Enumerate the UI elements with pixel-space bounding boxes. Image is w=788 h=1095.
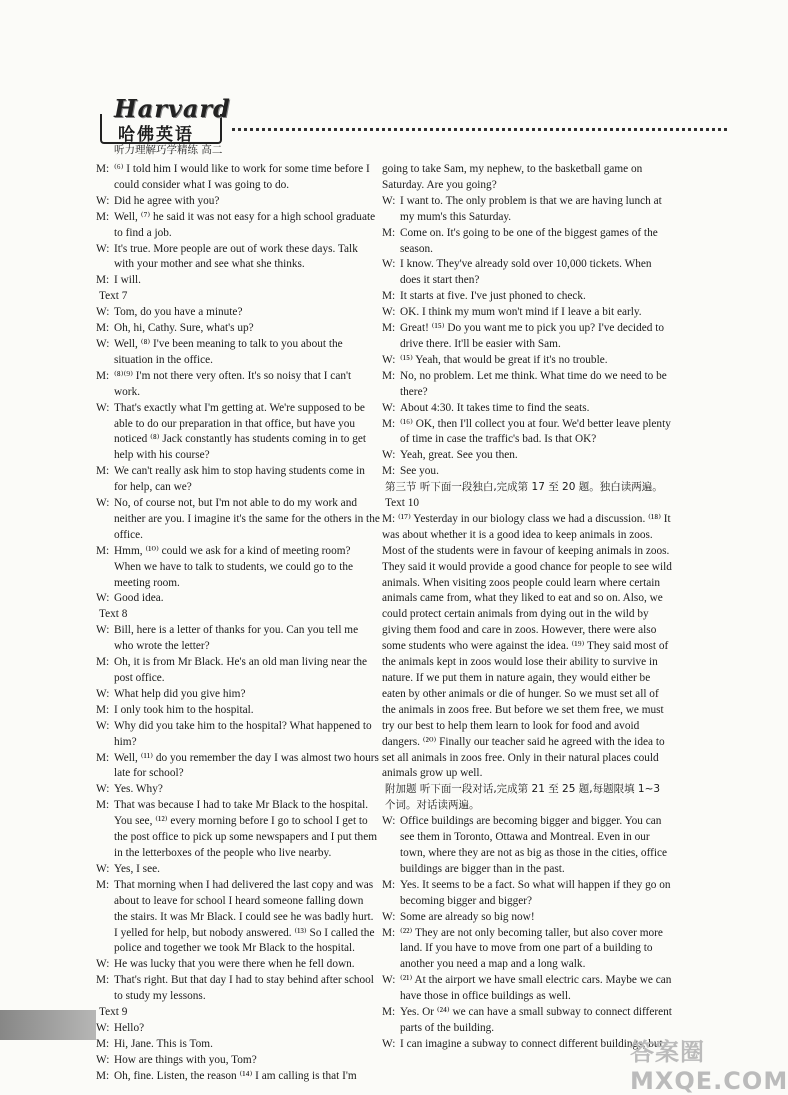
dialogue-line: [96, 703, 380, 719]
dialogue-line: [96, 273, 380, 289]
dialogue-line: [382, 910, 672, 926]
dialogue-line: [382, 401, 672, 417]
line-text: What help did you give him?: [114, 687, 246, 700]
dialogue-line: [96, 194, 380, 210]
line-text: That's right. But that day I had to stay behind after school to study my lessons.: [114, 974, 374, 1003]
dialogue-line: [382, 305, 672, 321]
dialogue-line: [382, 226, 672, 258]
speaker-label: W:: [382, 353, 396, 366]
dialogue-line: [96, 544, 380, 592]
dialogue-line: [96, 782, 380, 798]
dialogue-line: [382, 417, 672, 449]
speaker-label: M:: [382, 322, 396, 335]
speaker-label: M:: [96, 751, 110, 764]
dialogue-line: [96, 591, 380, 607]
dialogue-line: [382, 878, 672, 910]
dialogue-line: [96, 242, 380, 274]
line-text: Text 8: [99, 608, 128, 621]
line-text: Did he agree with you?: [114, 194, 220, 207]
dialogue-line: [96, 369, 380, 401]
line-text: OK. I think my mum won't mind if I leave a bit early.: [400, 306, 642, 319]
speaker-label: W:: [96, 958, 110, 971]
line-text: We can't really ask him to stop having students come in for help, can we?: [114, 465, 365, 494]
line-text: Good idea.: [114, 592, 164, 605]
line-text: 第三节 听下面一段独白,完成第 17 至 20 题。独白读两遍。: [385, 481, 663, 494]
speaker-label: W:: [382, 306, 396, 319]
speaker-label: M:: [96, 703, 110, 716]
speaker-label: W:: [96, 194, 110, 207]
dialogue-line: [382, 512, 672, 782]
dialogue-line: [382, 814, 672, 878]
dialogue-line: [96, 496, 380, 544]
line-text: Why did you take him to the hospital? What happened to him?: [114, 719, 372, 748]
line-text: Office buildings are becoming bigger and bigger. You can see them in Toronto, Ottawa and Montreal. Even in our town, where they are not as big as those in the cities, office buildings are bigger than in the past.: [400, 815, 668, 875]
speaker-label: W:: [96, 497, 110, 510]
dialogue-line: [382, 369, 672, 401]
dialogue-line: [382, 973, 672, 1005]
line-text: Well, ⁽¹¹⁾ do you remember the day I was almost two hours late for school?: [114, 751, 379, 780]
dialogue-line: [96, 1005, 380, 1021]
dialogue-line: [96, 623, 380, 655]
line-text: I want to. The only problem is that we are having lunch at my mum's this Saturday.: [400, 194, 662, 223]
speaker-label: W:: [96, 242, 110, 255]
book-subtitle: 听力理解巧学精练 高二: [114, 144, 223, 156]
line-text: Text 9: [99, 1006, 128, 1019]
speaker-label: M:: [96, 1037, 110, 1050]
speaker-label: W:: [96, 337, 110, 350]
dialogue-line: [96, 162, 380, 194]
dialogue-line: [96, 655, 380, 687]
speaker-label: M:: [382, 290, 396, 303]
speaker-label: W:: [96, 783, 110, 796]
speaker-label: M:: [382, 1006, 396, 1019]
line-text: Some are already so big now!: [400, 910, 535, 923]
dialogue-line: [96, 973, 380, 1005]
line-text: Text 10: [385, 497, 420, 510]
speaker-label: W:: [382, 974, 396, 987]
dialogue-line: [382, 464, 672, 480]
speaker-label: M:: [96, 369, 110, 382]
header-dotted-rule: [232, 128, 727, 131]
line-text: I will.: [114, 274, 141, 287]
dialogue-line: [96, 401, 380, 465]
line-text: I only took him to the hospital.: [114, 703, 254, 716]
dialogue-line: [382, 1037, 672, 1053]
line-text: That's exactly what I'm getting at. We're supposed to be able to do our preparation in that office, but have you noticed ⁽⁸⁾ Jack constantly has students coming in to get help with his course?: [114, 401, 367, 462]
speaker-label: W:: [382, 401, 396, 414]
speaker-label: W:: [382, 194, 396, 207]
dialogue-line: [96, 957, 380, 973]
speaker-label: M:: [96, 1069, 110, 1082]
line-text: That was because I had to take Mr Black to the hospital. You see, ⁽¹²⁾ every morning before I go to school I get to the post office to pick up some newspapers and I put them in the letterboxes of the people who live nearby.: [114, 799, 378, 859]
dialogue-line: [96, 607, 380, 623]
dialogue-line: [382, 162, 672, 194]
speaker-label: W:: [96, 687, 110, 700]
speaker-label: W:: [96, 592, 110, 605]
speaker-label: M:: [96, 974, 110, 987]
dialogue-line: [96, 862, 380, 878]
dialogue-line: [96, 321, 380, 337]
dialogue-line: [96, 1037, 380, 1053]
line-text: Bill, here is a letter of thanks for you. Can you tell me who wrote the letter?: [114, 624, 359, 653]
line-text: I know. They've already sold over 10,000 tickets. When does it start then?: [400, 258, 652, 287]
dialogue-line: [382, 926, 672, 974]
speaker-label: M:: [96, 544, 110, 557]
speaker-label: M:: [96, 210, 110, 223]
dialogue-line: [382, 480, 672, 496]
line-text: He was lucky that you were there when he fell down.: [114, 958, 355, 971]
speaker-label: M:: [96, 878, 110, 891]
dialogue-line: [96, 751, 380, 783]
dialogue-line: [382, 289, 672, 305]
speaker-label: M:: [96, 799, 110, 812]
line-text: I can imagine a subway to connect different buildings, but: [400, 1037, 663, 1050]
line-text: Yes. Why?: [114, 783, 163, 796]
line-text: ⁽¹⁵⁾ Yeah, that would be great if it's no trouble.: [400, 353, 608, 366]
line-text: It's true. More people are out of work these days. Talk with your mother and see what she thinks.: [114, 242, 358, 271]
speaker-label: M:: [96, 163, 110, 175]
line-text: Oh, hi, Cathy. Sure, what's up?: [114, 322, 254, 335]
line-text: Hmm, ⁽¹⁰⁾ could we ask for a kind of meeting room? When we have to talk to students, we could go to the meeting room.: [114, 544, 354, 589]
speaker-label: W:: [96, 1053, 110, 1066]
line-text: No, of course not, but I'm not able to do my work and neither are you. I imagine it's the same for the others in the office.: [114, 497, 380, 541]
speaker-label: W:: [382, 1037, 396, 1050]
logo-harvard: Harvard: [114, 94, 231, 123]
line-text: Hi, Jane. This is Tom.: [114, 1037, 213, 1050]
line-text: About 4:30. It takes time to find the seats.: [400, 401, 590, 414]
line-text: That morning when I had delivered the last copy and was about to leave for school I heard someone falling down the stairs. It was Mr Black. I could see he was badly hurt. I yelled for help, but nobody answered. ⁽¹³⁾ So I called the police and together we took Mr Black to the hospital.: [114, 878, 375, 955]
line-text: M: ⁽¹⁷⁾ Yesterday in our biology class we had a discussion. ⁽¹⁸⁾ It was about whether it is a good idea to keep animals in zoos. Most of the students were in favour of keeping animals in zoos. They said it would provide a good chance for people to see wild animals. When visiting zoos people could learn where certain animals came from, what they liked to eat and so on. Also, we could protect certain animals from dying out in the wild by giving them food and care in zoos. However, there were also some students who were against the idea. ⁽¹⁹⁾ They said most of the animals kept in zoos would lose their ability to survive in nature. If we put them in nature again, they would either be eaten by other animals or die of hunger. So we must set all of the animals in zoos free. But before we set them free, we must try our best to help them learn to look for food and avoid dangers. ⁽²⁰⁾ Finally our teacher said he agreed with the idea to set all animals in zoos free. Only in their natural places could animals grow up well.: [382, 512, 672, 780]
speaker-label: W:: [382, 910, 396, 923]
dialogue-line: [96, 798, 380, 862]
speaker-label: M:: [382, 369, 396, 382]
line-text: ⁽⁶⁾ I told him I would like to work for some time before I could consider what I was going to do.: [114, 163, 370, 191]
speaker-label: W:: [96, 719, 110, 732]
line-text: Tom, do you have a minute?: [114, 306, 243, 319]
line-text: ⁽²²⁾ They are not only becoming taller, but also cover more land. If you have to move from one part of a building to another you need a map and a long walk.: [400, 926, 663, 971]
dialogue-line: [382, 194, 672, 226]
line-text: Yeah, great. See you then.: [400, 449, 518, 462]
line-text: Yes. Or ⁽²⁴⁾ we can have a small subway to connect different parts of the building.: [400, 1006, 672, 1034]
line-text: No, no problem. Let me think. What time do we need to be there?: [400, 369, 667, 398]
line-text: Great! ⁽¹⁵⁾ Do you want me to pick you up? I've decided to drive there. It'll be easier with Sam.: [400, 322, 664, 350]
dialogue-line: [382, 496, 672, 512]
dialogue-line: [96, 337, 380, 369]
right-column: [382, 162, 672, 1053]
line-text: It starts at five. I've just phoned to check.: [400, 290, 586, 303]
speaker-label: M:: [382, 465, 396, 478]
dialogue-line: [96, 878, 380, 958]
dialogue-line: [96, 464, 380, 496]
dialogue-line: [96, 719, 380, 751]
line-text: ⁽¹⁶⁾ OK, then I'll collect you at four. We'd better leave plenty of time in case the traffic's bad. Is that OK?: [400, 417, 671, 446]
speaker-label: W:: [382, 815, 396, 828]
line-text: How are things with you, Tom?: [114, 1053, 257, 1066]
watermark: 答案圈 MXQE.COM: [630, 1038, 788, 1095]
speaker-label: W:: [96, 401, 110, 414]
dialogue-line: [96, 1069, 380, 1085]
line-text: Yes. It seems to be a fact. So what will happen if they go on becoming bigger and bigger?: [400, 878, 671, 907]
line-text: Hello?: [114, 1021, 145, 1034]
speaker-label: W:: [96, 306, 110, 319]
speaker-label: W:: [382, 449, 396, 462]
speaker-label: M:: [382, 878, 396, 891]
line-text: Text 7: [99, 290, 128, 303]
line-text: Well, ⁽⁸⁾ I've been meaning to talk to you about the situation in the office.: [114, 337, 343, 366]
line-text: ⁽²¹⁾ At the airport we have small electric cars. Maybe we can have those in office buildings as well.: [400, 974, 672, 1003]
dialogue-line: [382, 782, 672, 814]
speaker-label: W:: [382, 258, 396, 271]
dialogue-line: [382, 448, 672, 464]
line-text: Well, ⁽⁷⁾ he said it was not easy for a high school graduate to find a job.: [114, 210, 376, 239]
dialogue-line: [382, 257, 672, 289]
dialogue-line: [96, 289, 380, 305]
dialogue-line: [96, 687, 380, 703]
dialogue-line: [382, 353, 672, 369]
speaker-label: M:: [96, 322, 110, 335]
left-column: [96, 162, 380, 1085]
dialogue-line: [96, 1021, 380, 1037]
speaker-label: W:: [96, 862, 110, 875]
page-corner-shade: [0, 1010, 96, 1040]
speaker-label: M:: [96, 656, 110, 669]
dialogue-line: [382, 321, 672, 353]
dialogue-line: [96, 305, 380, 321]
line-text: Oh, it is from Mr Black. He's an old man living near the post office.: [114, 656, 368, 684]
speaker-label: W:: [96, 1021, 110, 1034]
speaker-label: M:: [96, 274, 110, 287]
logo-chinese: 哈佛英语: [118, 125, 194, 145]
speaker-label: W:: [96, 624, 110, 637]
dialogue-line: [96, 210, 380, 242]
speaker-label: M:: [96, 465, 110, 478]
speaker-label: M:: [382, 926, 396, 939]
speaker-label: M:: [382, 417, 396, 430]
line-text: See you.: [400, 465, 439, 478]
line-text: Yes, I see.: [114, 862, 160, 875]
dialogue-line: [96, 1053, 380, 1069]
speaker-label: M:: [382, 226, 396, 239]
dialogue-line: [382, 1005, 672, 1037]
line-text: going to take Sam, my nephew, to the basketball game on Saturday. Are you going?: [382, 163, 643, 191]
line-text: Oh, fine. Listen, the reason ⁽¹⁴⁾ I am calling is that I'm: [114, 1069, 357, 1082]
line-text: ⁽⁸⁾⁽⁹⁾ I'm not there very often. It's so noisy that I can't work.: [114, 369, 352, 398]
page-header: [92, 92, 732, 162]
line-text: Come on. It's going to be one of the biggest games of the season.: [400, 226, 658, 255]
line-text: 附加题 听下面一段对话,完成第 21 至 25 题,每题限填 1~3 个词。对话读两遍。: [385, 783, 661, 812]
